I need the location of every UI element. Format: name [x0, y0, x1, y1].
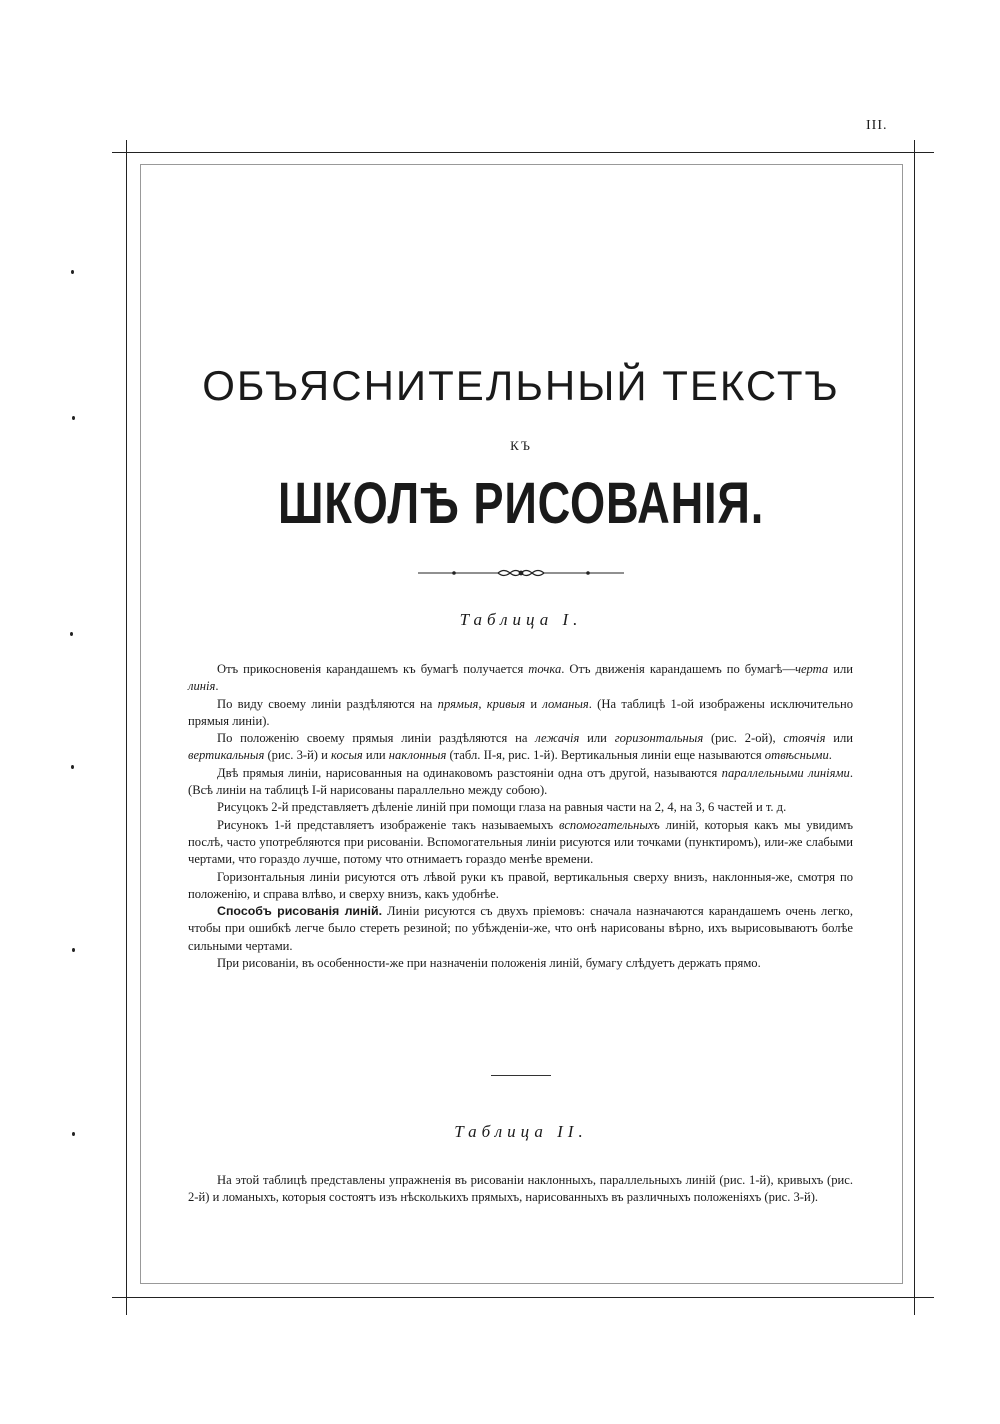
paragraph [188, 817, 853, 869]
section-heading-table-1: Таблица I. [459, 610, 583, 629]
italic-term: наклонныя [388, 748, 447, 763]
italic-term: отвѣсными [764, 748, 829, 763]
text-run: Горизонтальныя линіи рисуются отъ лѣвой руки къ правой, вертикальныя сверху внизъ, наклонныя-же, смотря по положенію, и справа влѣво, и сверху внизъ, какъ удобнѣе. [188, 869, 853, 901]
text-run: . (Всѣ линіи на таблицѣ I-й нарисованы параллельно между собою). [188, 765, 853, 798]
paragraph [188, 799, 853, 816]
text-run: Двѣ прямыя линіи, нарисованныя на одинаковомъ разстояніи одна отъ другой, называются [217, 765, 722, 780]
italic-term: горизонтальныя [614, 731, 704, 746]
text-run: (табл. II-я, рис. 1-й). Вертикальныя линіи еще называются [446, 748, 765, 763]
frame-top-rule [112, 152, 934, 153]
text-run: . (На таблицѣ 1-ой изображены исключительно прямыя линіи). [188, 696, 853, 728]
text-run: Рисуцокъ 2-й представляетъ дѣленіе линій при помощи глаза на равныя части на 2, 4, на 3, 6 частей и т. д. [217, 800, 787, 815]
section-body-table-1 [188, 661, 853, 972]
section-separator [491, 1075, 551, 1076]
text-run: Рисунокъ 1-й представляетъ изображеніе такъ называемыхъ [217, 817, 560, 832]
page-title: ОБЪЯСНИТЕЛЬНЫЙ ТЕКСТЪ [202, 362, 840, 409]
text-run: . [828, 748, 832, 763]
italic-term: стоячія [783, 731, 826, 746]
inner-frame-left [140, 164, 141, 1284]
section-heading-table-2: Таблица II. [454, 1122, 588, 1141]
paragraph [188, 730, 853, 765]
scan-speck [71, 270, 74, 274]
text-run: и [525, 696, 543, 711]
inner-frame-right [902, 164, 903, 1284]
text-run: или [579, 731, 615, 746]
italic-term: черта [794, 662, 829, 676]
inner-frame-bottom [140, 1283, 902, 1284]
text-run: линій, которыя какъ мы увидимъ послѣ, часто употребляются при рисованіи. Вспомогательныя линіи рисуются или точками (пунктиромъ), или-же слабыми чертами, что гораздо лучше, потому что отнимаетъ гораздо менѣе времени. [188, 817, 853, 867]
text-run: (рис. 2-ой), [703, 731, 784, 746]
italic-term: косыя [331, 748, 363, 763]
paragraph [188, 869, 853, 904]
paragraph [188, 765, 853, 800]
frame-bottom-rule [112, 1297, 934, 1298]
text-run: или [828, 662, 854, 676]
bold-phrase: Способъ рисованія линій. [217, 904, 383, 919]
text-run: (рис. 3-й) и [264, 748, 332, 763]
italic-term: параллельными линіями [721, 765, 850, 780]
italic-term: лежачія [535, 731, 580, 746]
text-run: На этой таблицѣ представлены упражненія въ рисованіи наклонныхъ, параллельныхъ линій (рис. 1-й), кривыхъ (рис. 2-й) и ломаныхъ, которыя состоятъ изъ нѣсколькихъ прямыхъ, нарисованныхъ въ различныхъ положеніяхъ (рис. 3-й). [188, 1173, 853, 1205]
paragraph [188, 696, 853, 731]
scan-speck [70, 632, 73, 636]
paragraph [188, 903, 853, 955]
scan-speck [72, 1132, 75, 1136]
text-run: По виду своему линіи раздѣляются на [217, 696, 438, 711]
section-body-table-2 [188, 1172, 853, 1207]
text-run: Отъ прикосновенія карандашемъ къ бумагѣ получается [217, 662, 529, 676]
paragraph [188, 1172, 853, 1207]
ornament-divider-icon [418, 566, 624, 580]
frame-right-rule [914, 140, 915, 1315]
inner-frame-top [140, 164, 902, 165]
title-connector: КЪ [510, 438, 532, 453]
title-subject: ШКОЛѢ РИСОВАНІЯ. [277, 471, 765, 536]
scan-speck [72, 416, 75, 420]
text-run: или [825, 731, 853, 746]
page-number: III. [866, 118, 888, 133]
paragraph [188, 955, 853, 972]
italic-term: точка [528, 662, 562, 676]
italic-term: линія [188, 679, 216, 694]
italic-term: прямыя, кривыя [437, 696, 526, 711]
text-run: При рисованіи, въ особенности-же при назначеніи положенія линій, бумагу слѣдуетъ держать прямо. [217, 956, 761, 971]
italic-term: вертикальныя [188, 748, 265, 763]
frame-left-rule [126, 140, 127, 1315]
text-run: . Отъ движенія карандашемъ по бумагѣ— [561, 662, 795, 676]
text-run: По положенію своему прямыя линіи раздѣляются на [217, 731, 536, 746]
italic-term: вспомогательныхъ [559, 817, 660, 832]
text-run: или [362, 748, 389, 763]
scan-speck [71, 765, 74, 769]
paragraph [188, 661, 853, 696]
scan-speck [72, 948, 75, 952]
italic-term: ломаныя [542, 696, 589, 711]
text-run: Линіи рисуются съ двухъ пріемовъ: сначала назначаются карандашемъ очень легко, чтобы при ошибкѣ легче было стереть резиной; по убѣжденіи-же, что онѣ нарисованы вѣрно, ихъ вырисовываютъ болѣе сильными чертами. [188, 904, 853, 953]
text-run: . [215, 679, 219, 694]
